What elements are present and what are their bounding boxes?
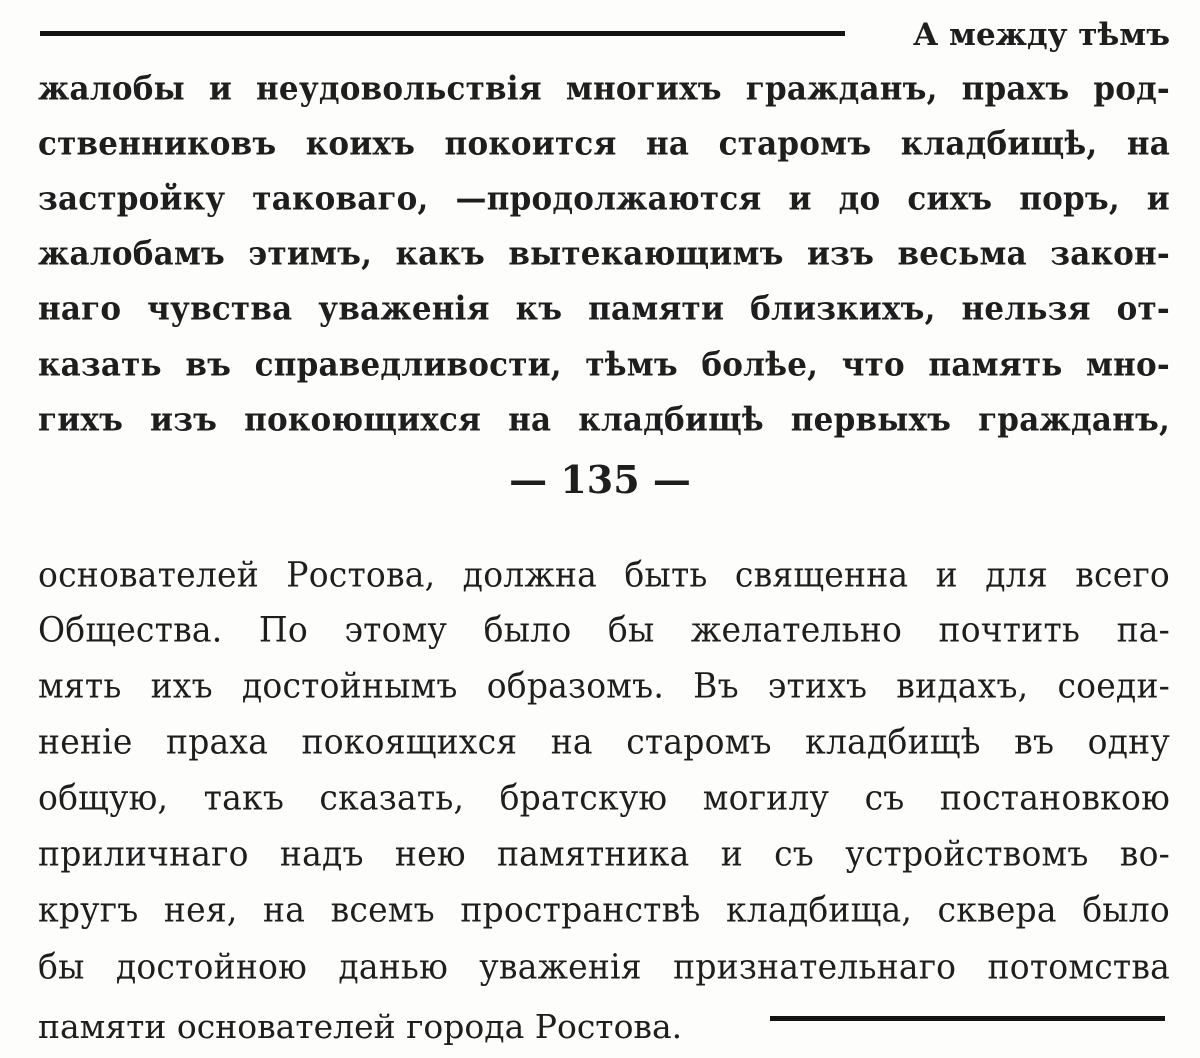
- text-line: бы достойною данью уваженія признательнаго потомства: [38, 946, 1170, 987]
- text-line: приличнаго надъ нею памятника и съ устройствомъ во-: [38, 833, 1170, 874]
- text-line: гихъ изъ покоющихся на кладбищѣ первыхъ гражданъ,: [38, 401, 1170, 439]
- text-line: застройку таковаго, —продолжаются и до сихъ поръ, и: [38, 180, 1170, 218]
- top-rule: [40, 31, 845, 36]
- first-line-text: А между тѣмъ: [912, 17, 1170, 53]
- text-line: общую, такъ сказать, братскую могилу съ постановкою: [38, 777, 1170, 818]
- text-line: кругъ нея, на всемъ пространствѣ кладбища, сквера было: [38, 889, 1170, 930]
- text-line: Общества. По этому было бы желательно почтить па-: [38, 609, 1170, 650]
- text-line: наго чувства уваженія къ памяти близкихъ, нельзя от-: [38, 290, 1170, 328]
- text-line: ственниковъ коихъ покоится на старомъ кладбищѣ, на: [38, 125, 1170, 163]
- text-line: казать въ справедливости, тѣмъ болѣе, что память мно-: [38, 346, 1170, 384]
- text-line: мять ихъ достойнымъ образомъ. Въ этихъ видахъ, соеди-: [38, 665, 1170, 706]
- text-line: неніе праха покоящихся на старомъ кладбищѣ въ одну: [38, 721, 1170, 762]
- text-line: основателей Ростова, должна быть священна и для всего: [38, 554, 1170, 595]
- page-number: — 135 —: [509, 457, 691, 502]
- text-line: жалобамъ этимъ, какъ вытекающимъ изъ весьма закон-: [38, 235, 1170, 273]
- text-line: жалобы и неудовольствія многихъ гражданъ, прахъ род-: [38, 70, 1170, 108]
- bottom-rule: [770, 1016, 1165, 1021]
- last-line-text: памяти основателей города Ростова.: [38, 1007, 683, 1046]
